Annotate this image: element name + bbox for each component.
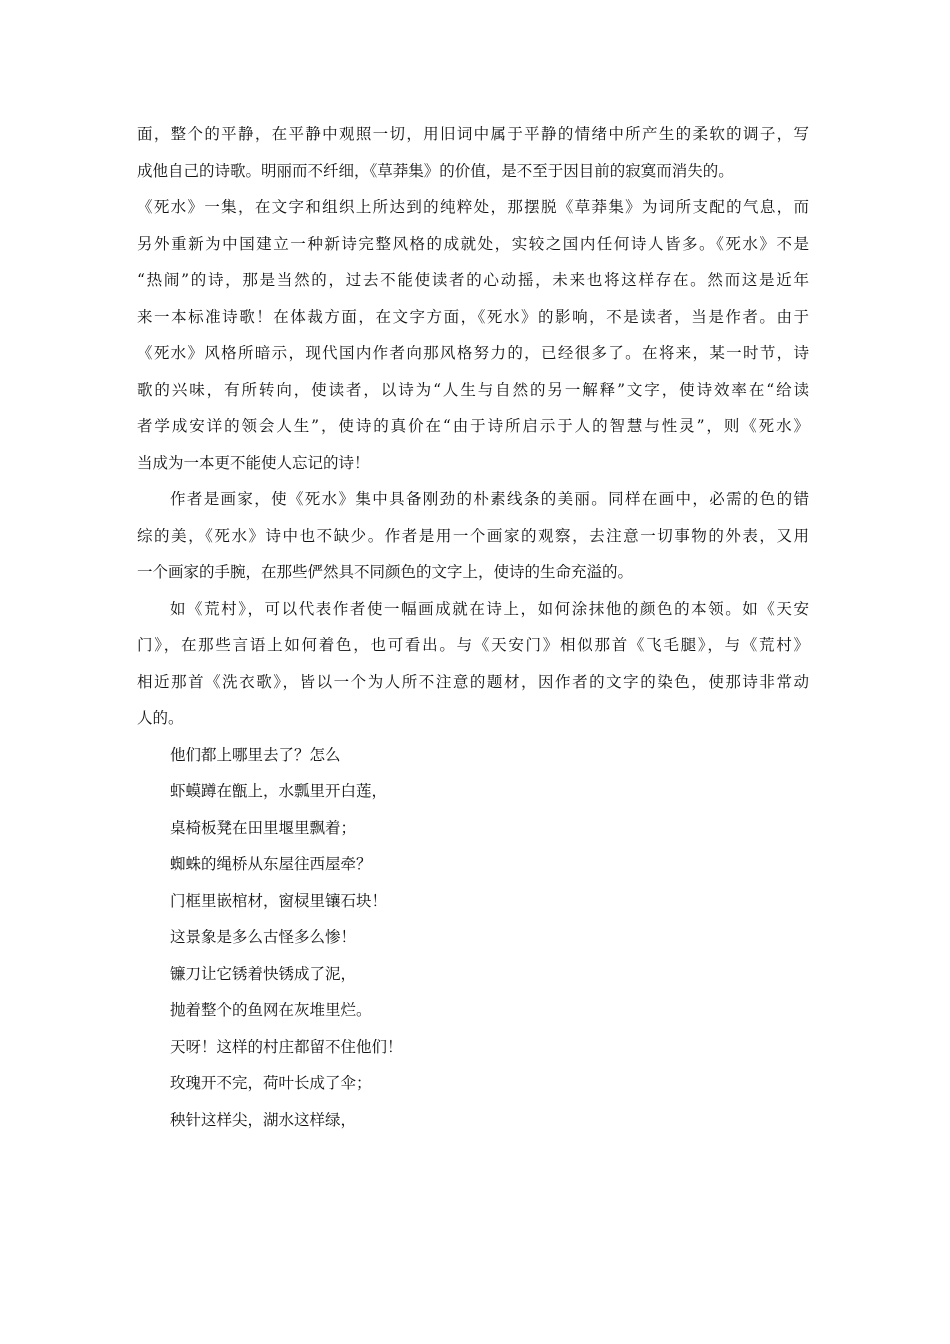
text-line: 人的。	[137, 709, 184, 727]
text-line: 来一本标准诗歌！在体裁方面，在文字方面，《死水》的影响，不是读者，当是作者。由于	[137, 307, 809, 326]
text-line: 门》，在那些言语上如何着色，也可看出。与《天安门》相似那首《飞毛腿》，与《荒村》	[137, 636, 809, 654]
poem-line: 天呀！这样的村庄都留不住他们！	[170, 1037, 403, 1056]
text-line: “热闹”的诗，那是当然的，过去不能使读者的心动摇，未来也将这样存在。然而这是近年	[137, 271, 809, 289]
text-line: 《死水》一集，在文字和组织上所达到的纯粹处，那摆脱《草莽集》为词所支配的气息，而	[137, 198, 809, 216]
text-line: 歌的兴味，有所转向，使读者，以诗为“人生与自然的另一解释”文字，使诗效率在“给读	[137, 380, 809, 399]
text-line: 者学成安详的领会人生”，使诗的真价在“由于诗所启示于人的智慧与性灵”，则《死水》	[137, 417, 809, 435]
text-line: 面，整个的平静，在平静中观照一切，用旧词中属于平静的情绪中所产生的柔软的调子，写	[137, 125, 809, 143]
text-line: 综的美，《死水》诗中也不缺少。作者是用一个画家的观察，去注意一切事物的外表，又用	[137, 526, 809, 545]
text-line: 相近那首《洗衣歌》，皆以一个为人所不注意的题材，因作者的文字的染色，使那诗非常动	[137, 672, 809, 691]
body-text	[137, 116, 809, 1138]
poem-line: 他们都上哪里去了？怎么	[170, 745, 341, 764]
poem-line: 玫瑰开不完，荷叶长成了伞；	[170, 1074, 372, 1092]
text-line: 《死水》风格所暗示，现代国内作者向那风格努力的，已经很多了。在将来，某一时节，诗	[137, 344, 809, 362]
text-line: 一个画家的手腕，在那些俨然具不同颜色的文字上，使诗的生命充溢的。	[137, 563, 634, 581]
paragraph-first-line: 如《荒村》，可以代表作者使一幅画成就在诗上，如何涂抹他的颜色的本领。如《天安	[170, 599, 809, 618]
poem-line: 镰刀让它锈着快锈成了泥，	[170, 964, 357, 983]
poem-excerpt	[137, 737, 809, 1139]
poem-line: 蜘蛛的绳桥从东屋往西屋牵？	[170, 855, 372, 873]
text-line: 另外重新为中国建立一种新诗完整风格的成就处，实较之国内任何诗人皆多。《死水》不是	[137, 234, 809, 253]
paragraph-first-line: 作者是画家，使《死水》集中具备刚劲的朴素线条的美丽。同样在画中，必需的色的错	[170, 490, 809, 508]
poem-line: 这景象是多么古怪多么惨！	[170, 928, 357, 946]
poem-line: 桌椅板凳在田里堰里飘着；	[170, 818, 357, 837]
poem-line: 抛着整个的鱼网在灰堆里烂。	[170, 1001, 372, 1019]
poem-line: 门框里嵌棺材，窗棂里镶石块！	[170, 891, 388, 910]
poem-line: 秧针这样尖，湖水这样绿，	[170, 1110, 357, 1129]
text-line: 成他自己的诗歌。明丽而不纤细，《草莽集》的价值，是不至于因目前的寂寞而消失的。	[137, 161, 734, 180]
poem-line: 虾蟆蹲在甑上，水瓢里开白莲，	[170, 782, 388, 800]
text-line: 当成为一本更不能使人忘记的诗！	[137, 453, 370, 472]
